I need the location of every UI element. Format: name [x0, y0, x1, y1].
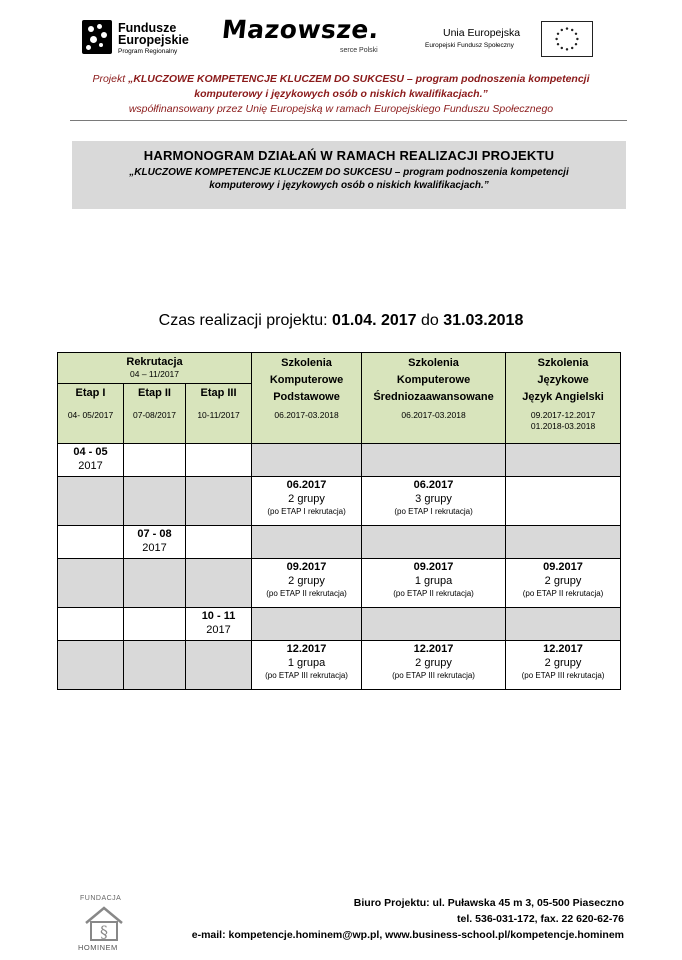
- training-note: (po ETAP III rekrutacja): [521, 671, 605, 680]
- training-note: (po ETAP I rekrutacja): [394, 507, 473, 516]
- training-intermediate-l2: Komputerowe: [396, 374, 471, 386]
- empty-cell: [186, 559, 252, 608]
- empty-cell: [58, 526, 124, 559]
- mazowsze-tagline: serce Polski: [340, 47, 378, 54]
- empty-cell: [58, 641, 124, 690]
- empty-cell: [124, 641, 186, 690]
- period-label: Czas realizacji projektu:: [158, 312, 333, 329]
- stage-2-months: 07 - 08: [137, 528, 172, 540]
- training-groups: 2 grupy: [288, 575, 325, 587]
- training-intermediate-l3: Średniozaawansowane: [373, 391, 494, 403]
- training-english-dates2: 01.2018-03.2018: [530, 421, 596, 431]
- recruitment-header: [58, 353, 252, 384]
- empty-cell: [58, 559, 124, 608]
- recruitment-title: Rekrutacja: [126, 356, 183, 368]
- fe-line3: Program Regionalny: [118, 48, 178, 55]
- training-cell: [252, 477, 362, 526]
- training-cell: [362, 559, 506, 608]
- eu-star: [566, 48, 568, 50]
- recruitment-dates: 04 – 11/2017: [130, 369, 180, 379]
- stage-1-year: 2017: [78, 460, 103, 472]
- schedule-table: [57, 352, 621, 690]
- empty-cell: [506, 444, 621, 477]
- empty-cell: [58, 477, 124, 526]
- schedule-title: HARMONOGRAM DZIAŁAŃ W RAMACH REALIZACJI PROJEKTU: [143, 148, 555, 163]
- mazowsze-wordmark: Mazowsze.: [220, 15, 381, 44]
- training-date: 12.2017: [543, 643, 583, 655]
- schedule-subtitle: „KLUCZOWE KOMPETENCJE KLUCZEM DO SUKCESU – program podnoszenia kompetencji komputerowy i językowych osób o niskich kwalifikacjach.”: [129, 167, 569, 191]
- empty-cell: [506, 477, 621, 526]
- period-start: 01.04. 2017: [332, 312, 417, 329]
- eu-star: [571, 29, 573, 31]
- footer: [0, 893, 682, 953]
- project-header: [40, 72, 642, 117]
- office-contact: e-mail: kompetencje.hominem@wp.pl, www.business-school.pl/kompetencje.hominem: [191, 929, 624, 941]
- table-row: [58, 641, 621, 690]
- training-date: 12.2017: [413, 643, 454, 655]
- training-note: (po ETAP II rekrutacja): [266, 589, 347, 598]
- schedule-title-box: [72, 141, 626, 209]
- fe-line1: Fundusze: [118, 21, 177, 35]
- training-date: 09.2017: [413, 561, 454, 573]
- training-note: (po ETAP I rekrutacja): [267, 507, 346, 516]
- empty-cell: [58, 608, 124, 641]
- training-basic-l2: Komputerowe: [269, 374, 344, 386]
- empty-cell: [362, 526, 506, 559]
- empty-cell: [124, 608, 186, 641]
- eu-star: [561, 29, 563, 31]
- training-groups: 2 grupy: [288, 493, 325, 505]
- hominem-logo: [78, 895, 134, 951]
- empty-cell: [186, 477, 252, 526]
- table-row: [58, 608, 621, 641]
- training-cell: [362, 641, 506, 690]
- training-note: (po ETAP II rekrutacja): [522, 589, 604, 598]
- training-groups: 2 grupy: [544, 657, 582, 669]
- stage-3-label: Etap III: [200, 387, 237, 399]
- eu-star: [557, 43, 559, 45]
- foundation-label: FUNDACJA: [80, 895, 122, 902]
- training-note: (po ETAP III rekrutacja): [265, 671, 348, 680]
- training-cell: [252, 641, 362, 690]
- empty-cell: [252, 444, 362, 477]
- table-row: [58, 559, 621, 608]
- house-icon: [82, 905, 126, 941]
- training-note: (po ETAP III rekrutacja): [392, 671, 475, 680]
- training-date: 06.2017: [413, 479, 454, 491]
- fe-line2: Europejskie: [118, 33, 189, 47]
- svg-text:§: §: [100, 922, 108, 941]
- empty-cell: [506, 608, 621, 641]
- training-groups: 1 grupa: [414, 575, 453, 587]
- training-cell: [362, 477, 506, 526]
- training-groups: 2 grupy: [415, 657, 452, 669]
- fe-emblem-icon: [82, 20, 112, 54]
- eu-star: [561, 47, 563, 49]
- training-groups: 2 grupy: [544, 575, 582, 587]
- empty-cell: [124, 559, 186, 608]
- mazowsze-logo: [222, 16, 382, 60]
- training-basic-dates: 06.2017-03.2018: [274, 410, 339, 420]
- training-date: 06.2017: [286, 479, 327, 491]
- stage-1-label: Etap I: [75, 387, 106, 399]
- empty-cell: [124, 477, 186, 526]
- training-intermediate-l1: Szkolenia: [408, 357, 459, 369]
- training-header-basic: [252, 353, 362, 444]
- project-period: [0, 312, 682, 330]
- stage-3-year: 2017: [206, 624, 231, 636]
- office-phone: tel. 536-031-172, fax. 22 620-62-76: [457, 913, 624, 925]
- period-to: do: [416, 312, 444, 329]
- ue-line2: Europejski Fundusz Społeczny: [425, 42, 514, 49]
- training-english-l3: Język Angielski: [522, 391, 604, 403]
- stage-2-label: Etap II: [137, 387, 171, 399]
- project-title-line1: „KLUCZOWE KOMPETENCJE KLUCZEM DO SUKCESU – program podnoszenia kompetencji: [128, 73, 590, 85]
- empty-cell: [362, 444, 506, 477]
- fundusze-europejskie-logo: [82, 18, 202, 62]
- eu-star: [576, 38, 578, 40]
- stage-header-1: [58, 384, 124, 444]
- stage-1-period: [58, 444, 124, 477]
- stage-3-dates: 10-11/2017: [197, 410, 240, 420]
- table-row: [58, 477, 621, 526]
- eu-star: [557, 33, 559, 35]
- eu-star: [575, 43, 577, 45]
- ue-line1: Unia Europejska: [443, 27, 521, 39]
- eu-star: [566, 27, 568, 29]
- project-title-line2: komputerowy i językowych osób o niskich kwalifikacjach.”: [194, 88, 488, 100]
- stage-2-dates: 07-08/2017: [132, 410, 176, 420]
- table-row: [58, 526, 621, 559]
- cofinanced-note: współfinansowany przez Unię Europejską w ramach Europejskiego Funduszu Społecznego: [128, 103, 554, 115]
- stage-1-months: 04 - 05: [73, 446, 108, 458]
- stage-header-2: [124, 384, 186, 444]
- training-basic-l3: Podstawowe: [273, 391, 340, 403]
- period-end: 31.03.2018: [443, 312, 524, 329]
- training-header-english: [506, 353, 621, 444]
- training-english-l2: Językowe: [537, 374, 589, 386]
- unia-europejska-logo: [425, 14, 600, 58]
- training-cell: [252, 559, 362, 608]
- foundation-name: HOMINEM: [78, 943, 118, 952]
- training-groups: 1 grupa: [287, 657, 326, 669]
- stage-2-period: [124, 526, 186, 559]
- empty-cell: [124, 444, 186, 477]
- stage-header-3: [186, 384, 252, 444]
- empty-cell: [506, 526, 621, 559]
- stage-3-months: 10 - 11: [201, 610, 236, 622]
- stage-2-year: 2017: [142, 542, 167, 554]
- training-note: (po ETAP II rekrutacja): [393, 589, 474, 598]
- training-english-l1: Szkolenia: [537, 357, 589, 369]
- stage-3-period: [186, 608, 252, 641]
- empty-cell: [252, 526, 362, 559]
- training-intermediate-dates: 06.2017-03.2018: [401, 410, 466, 420]
- empty-cell: [186, 444, 252, 477]
- logo-bar: [0, 14, 682, 62]
- training-header-intermediate: [362, 353, 506, 444]
- project-prefix: Projekt: [92, 73, 129, 85]
- training-date: 09.2017: [286, 561, 327, 573]
- office-address: Biuro Projektu: ul. Puławska 45 m 3, 05-500 Piaseczno: [353, 897, 624, 909]
- eu-star: [571, 47, 573, 49]
- empty-cell: [186, 641, 252, 690]
- eu-star: [575, 33, 577, 35]
- training-english-dates1: 09.2017-12.2017: [530, 410, 596, 420]
- eu-flag-icon: [541, 21, 593, 57]
- training-cell: [506, 641, 621, 690]
- empty-cell: [362, 608, 506, 641]
- stage-1-dates: 04- 05/2017: [67, 410, 114, 420]
- header-divider: [70, 120, 627, 121]
- training-date: 09.2017: [543, 561, 583, 573]
- empty-cell: [252, 608, 362, 641]
- table-row: [58, 444, 621, 477]
- training-date: 12.2017: [286, 643, 327, 655]
- training-basic-l1: Szkolenia: [281, 357, 332, 369]
- empty-cell: [186, 526, 252, 559]
- training-groups: 3 grupy: [415, 493, 452, 505]
- eu-star: [555, 38, 557, 40]
- training-cell: [506, 559, 621, 608]
